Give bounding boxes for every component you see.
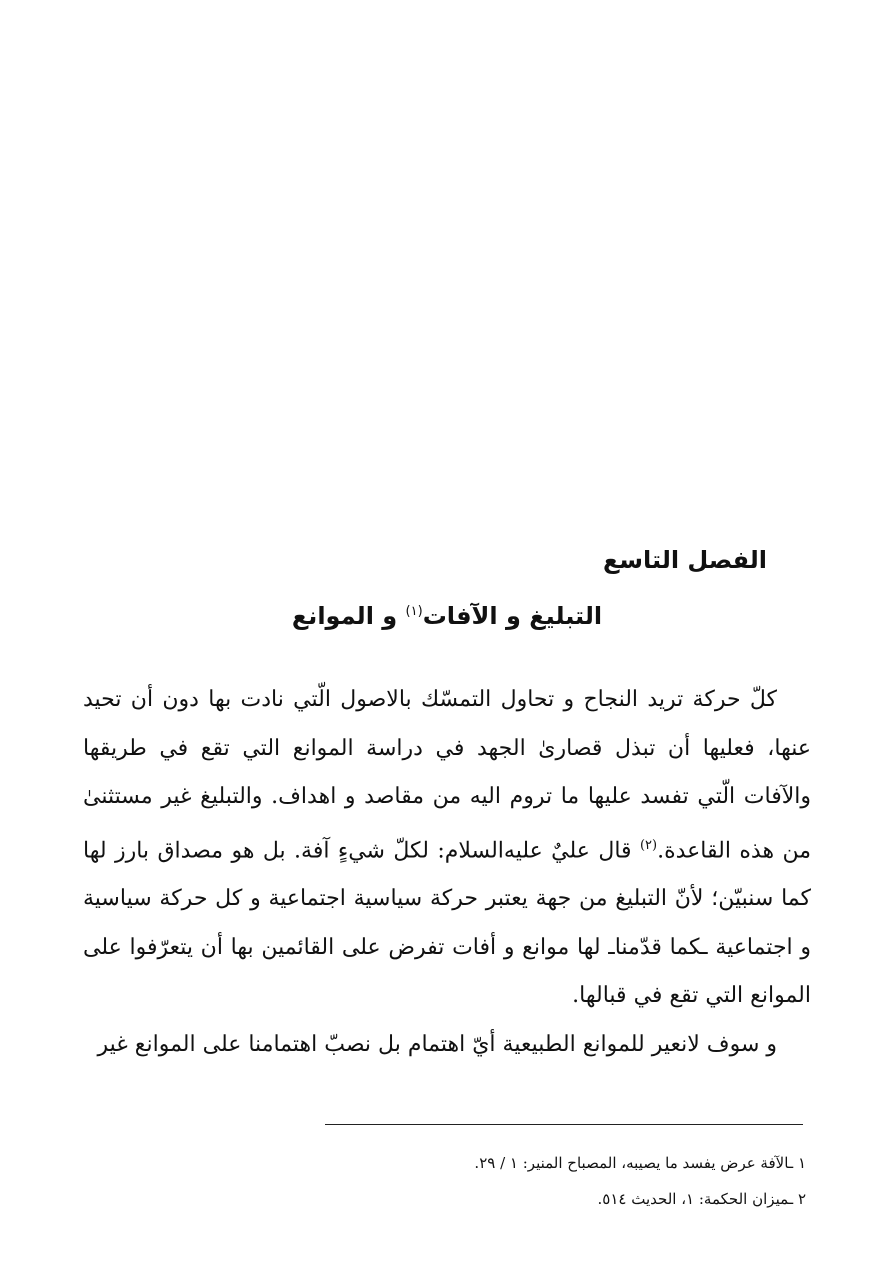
footnote-2: ٢ ـميزان الحكمة: ١، الحديث ٥١٤. [597,1190,806,1208]
heading-text-end: و الموانع [291,602,406,630]
chapter-title: الفصل التاسع [603,546,767,574]
paragraph-1 [83,676,811,1021]
footnotes-list [86,1145,806,1217]
paragraph-1-part-a: كلّ حركة تريد النجاح و تحاول التمسّك بالاصول الّتي نادت بها دون أن تحيد عنها، فعليها أن تبذل قصارىٰ الجهد في دراسة الموانع التي تقع في طريقها والآفات الّتي تفسد عليها ما تروم اليه من مقاصد و اهداف. والتبليغ غير مستثنىٰ من هذه القاعدة. [83,687,811,863]
heading-text-start: التبليغ و الآفات [422,602,603,630]
section-heading [0,602,894,630]
footnote-divider [325,1124,803,1125]
footnote-ref-2: (٢) [639,837,658,853]
footnote-1: ١ ـالآفة عرض يفسد ما يصيبه، المصباح المنير: ١ / ٢٩. [474,1154,806,1172]
footnote-ref-1: (١) [405,604,423,619]
body-text [83,676,811,1069]
paragraph-1-part-b: قال عليٌ عليه‌السلام: لكلّ شيءٍ آفة. بل هو مصداق بارز لها كما سنبيّن؛ لأنّ التبليغ من جهة يعتبر حركة سياسية اجتماعية و كل حركة سياسية و اجتماعية ـكما قدّمناـ لها موانع و أفات تفرض على القائمين بها أن يتعرّفوا على الموانع التي تقع في قبالها. [83,837,811,1009]
paragraph-2: و سوف لانعير للموانع الطبيعية أيّ اهتمام بل نصبّ اهتمامنا على الموانع غير [97,1031,777,1057]
